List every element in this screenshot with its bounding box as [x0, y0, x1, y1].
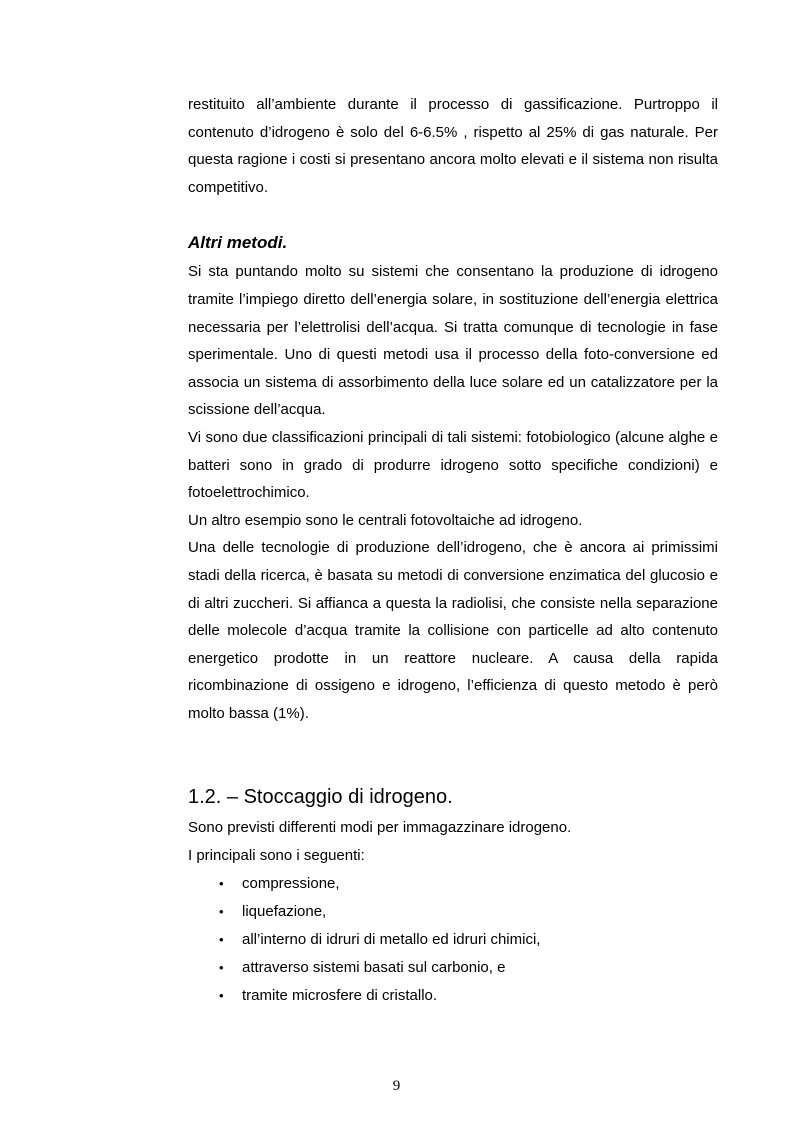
bullet-icon: •	[219, 903, 224, 919]
list-item-text: tramite microsfere di cristallo.	[242, 987, 438, 1005]
bullet-icon: •	[219, 932, 224, 948]
subheading-altri-metodi: Altri metodi.	[188, 233, 288, 253]
paragraph-fotovoltaiche: Un altro esempio sono le centrali fotovoltaiche ad idrogeno.	[188, 511, 583, 529]
paragraph-radiolisi: Una delle tecnologie di produzione dell’idrogeno, che è ancora ai primissimi stadi della ricerca, è basata su metodi di conversione enzimatica del glucosio e di altri zuccheri. Si affianca a questa la radiolisi, che consiste nella separazione delle molecole d’acqua tramite la collisione con particelle ad alto contenuto energetico prodotte in un reattore nucleare. A causa della rapida ricombinazione di ossigeno e idrogeno, l’efficienza di questo metodo è però molto bassa (1%).	[188, 539, 718, 722]
paragraph-intro-modi: Sono previsti differenti modi per immagazzinare idrogeno.	[188, 819, 572, 837]
bullet-icon: •	[219, 960, 224, 976]
spacer	[188, 727, 718, 780]
page-number: 9	[392, 1078, 401, 1094]
page-content	[188, 91, 718, 1011]
list-item	[188, 982, 718, 1010]
list-item	[188, 954, 718, 982]
paragraph-intro-principali: I principali sono i seguenti:	[188, 847, 365, 865]
list-item-text: attraverso sistemi basati sul carbonio, e	[242, 959, 506, 977]
paragraph-classificazioni: Vi sono due classificazioni principali di tali sistemi: fotobiologico (alcune alghe e batteri sono in grado di produrre idrogeno sotto specifiche condizioni) e fotoelettrochimico.	[188, 428, 718, 502]
spacer	[188, 201, 718, 228]
list-item-text: compressione,	[242, 874, 340, 892]
section-title-stoccaggio: 1.2. – Stoccaggio di idrogeno.	[188, 786, 453, 809]
list-item	[188, 898, 718, 926]
bullet-icon: •	[219, 875, 224, 891]
paragraph-gassificazione: restituito all’ambiente durante il processo di gassificazione. Purtroppo il contenuto d’idrogeno è solo del 6-6.5% , rispetto al 25% di gas naturale. Per questa ragione i costi si presentano ancora molto elevati e il sistema non risulta competitivo.	[188, 96, 718, 196]
list-item-text: all’interno di idruri di metallo ed idruri chimici,	[242, 931, 541, 949]
storage-methods-list	[188, 870, 718, 1011]
list-item-text: liquefazione,	[242, 902, 327, 920]
list-item	[188, 870, 718, 898]
paragraph-energia-solare: Si sta puntando molto su sistemi che consentano la produzione di idrogeno tramite l’impiego diretto dell’energia solare, in sostituzione dell’energia elettrica necessaria per l’elettrolisi dell’acqua. Si tratta comunque di tecnologie in fase sperimentale. Uno di questi metodi usa il processo della foto-conversione ed associa un sistema di assorbimento della luce solare ed un catalizzatore per la scissione dell’acqua.	[188, 263, 718, 419]
list-item	[188, 926, 718, 954]
bullet-icon: •	[219, 988, 224, 1004]
